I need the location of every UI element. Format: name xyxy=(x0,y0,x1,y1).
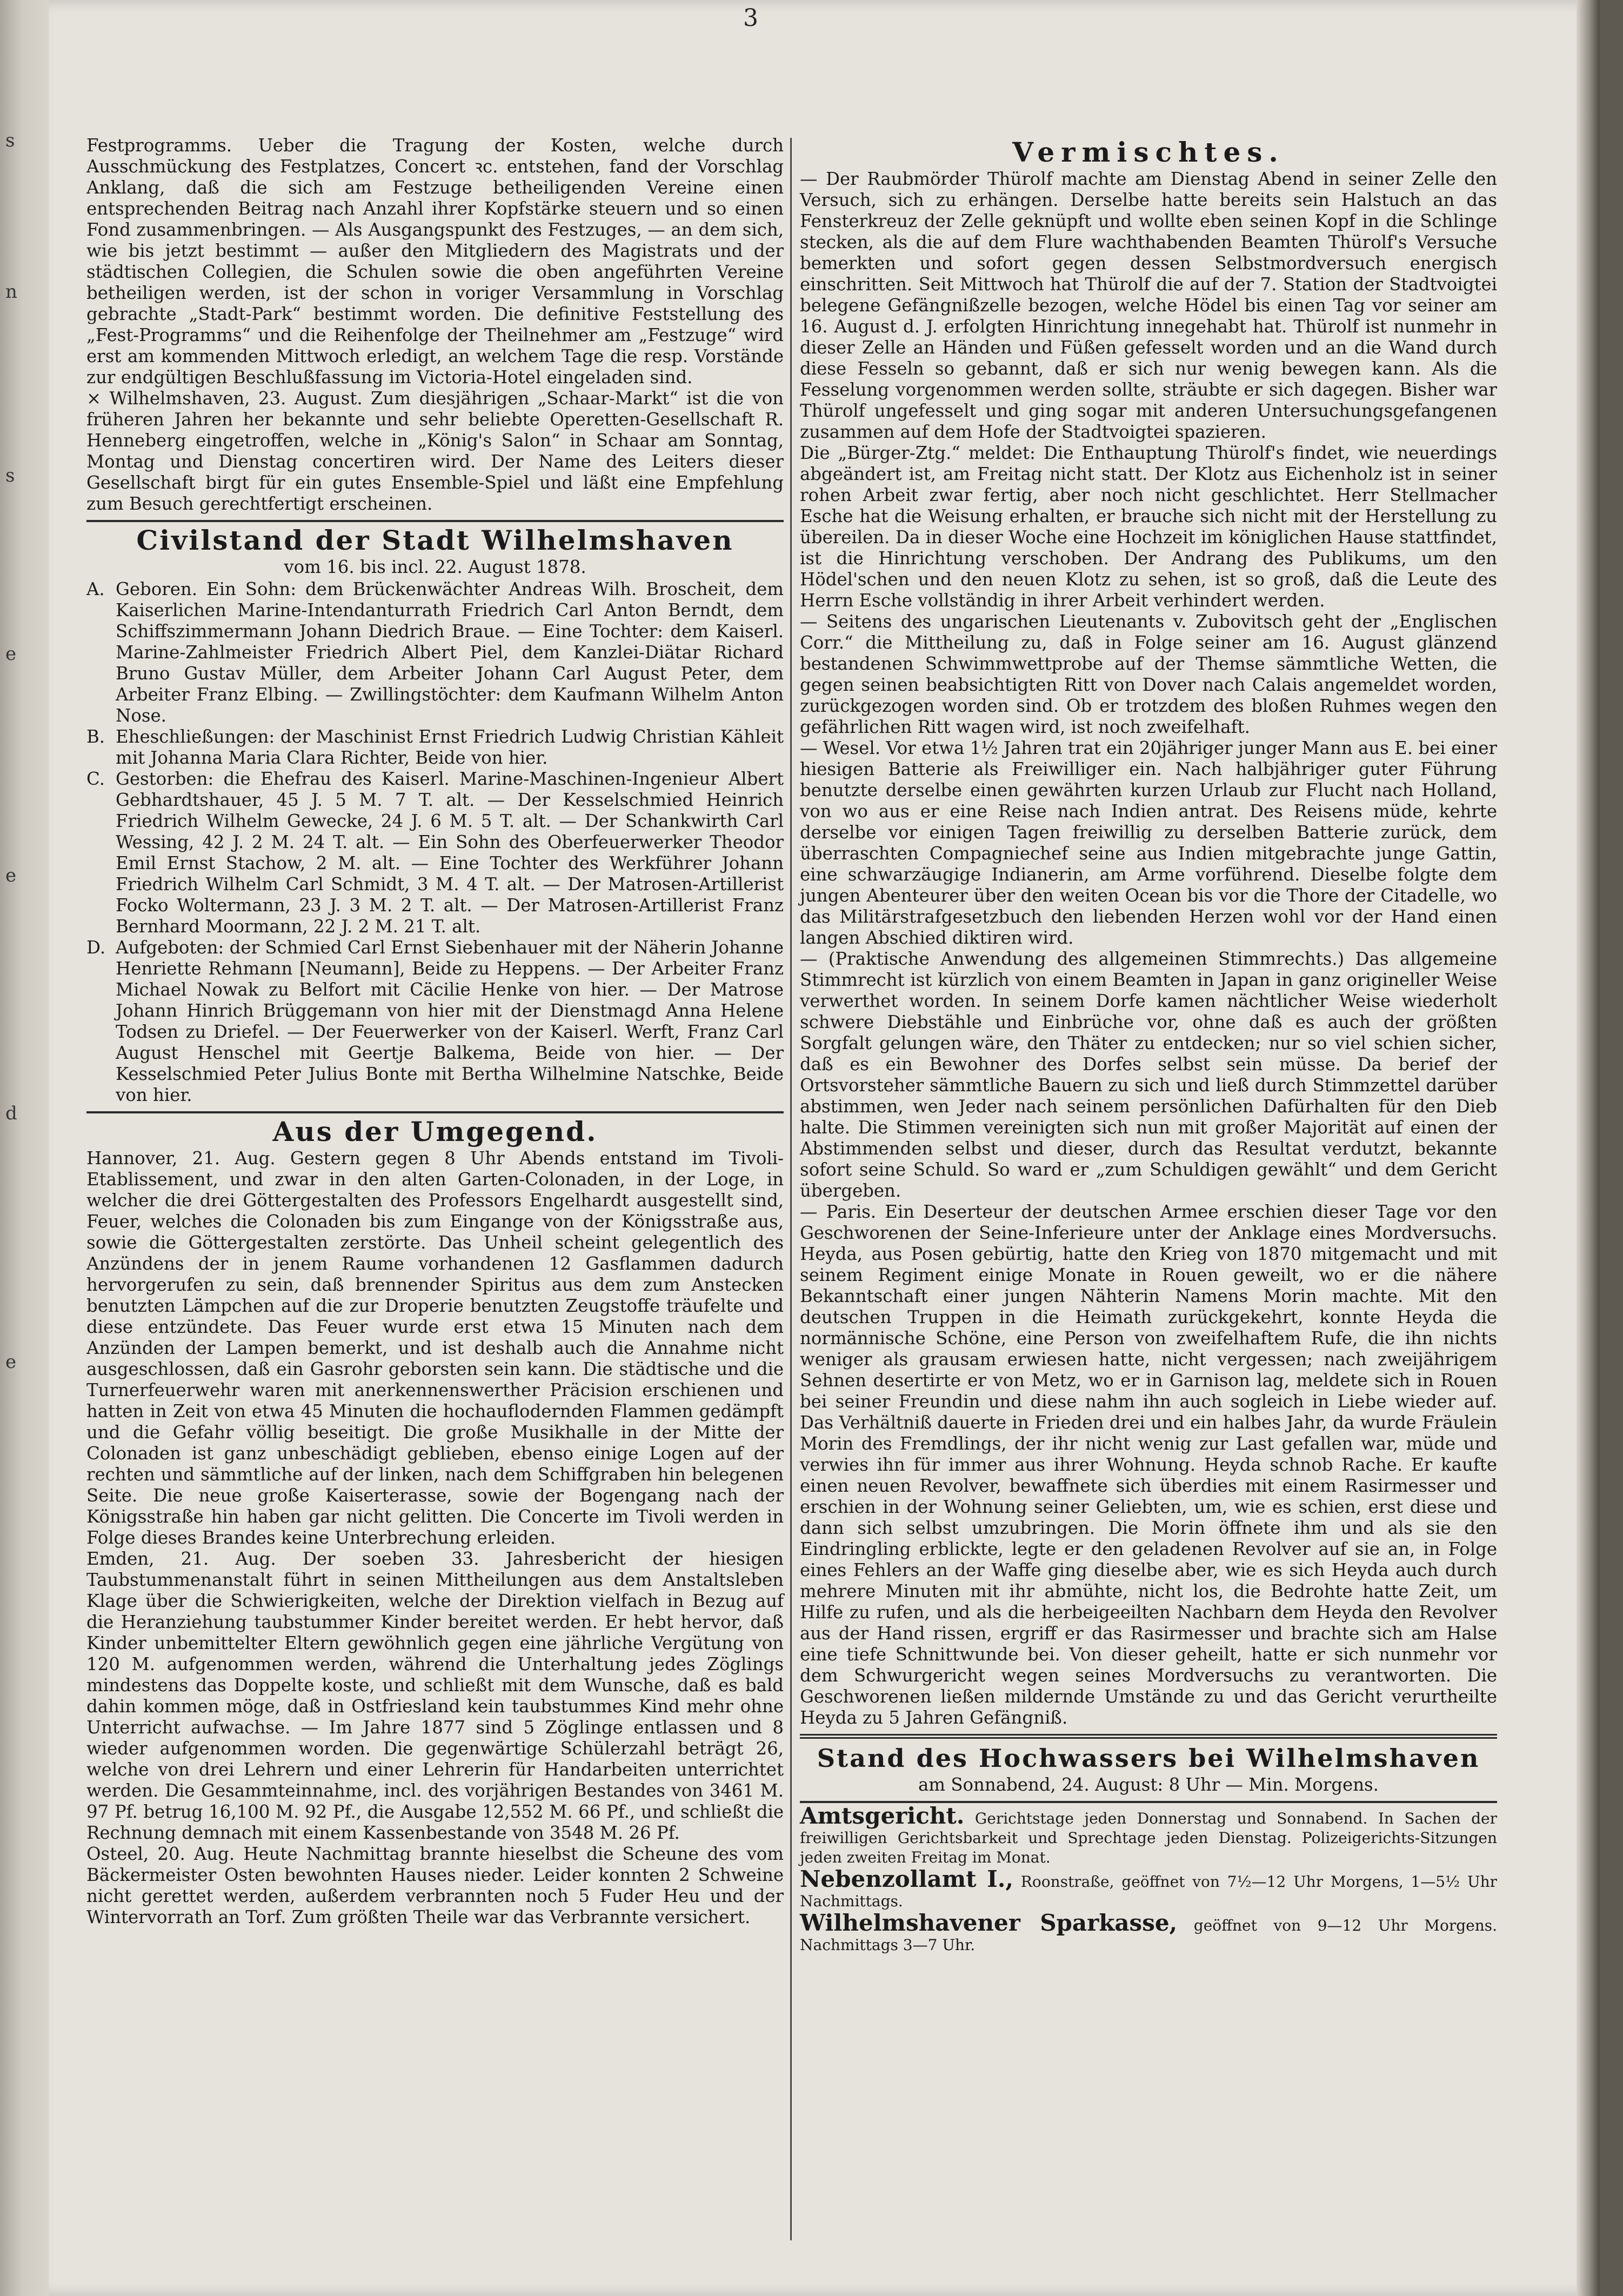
news-voting-rights: — (Praktische Anwendung des allgemeinen Stimmrechts.) Das allgemeine Stimmrecht ist kürzlich von einem Beamten in Japan in ganz origineller Weise verwerthet worden. In seinem Dorfe kamen nächtlicher Weise wiederholt schwere Diebstähle und Einbrüche vor, ohne daß es auch der größten Sorgfalt gelungen wäre, den Thäter zu entdecken; nur so viel schien sicher, daß es ein Bewohner des Dorfes selbst sein müsse. Da berief der Ortsvorsteher sämmtliche Bauern zu sich und ließ durch Stimmzettel darüber abstimmen, wen Jeder nach seinem persönlichen Dafürhalten für den Dieb halte. Die Stimmen vereinigten sich nun mit großer Majorität auf einen der Abstimmenden selbst und dieser, durch das Resultat verdutzt, bekannte sofort seine Schuld. So ward er „zum Schuldigen gewählt“ und dem Gericht übergeben. xyxy=(800,949,1497,1201)
news-zubovitsch: — Seitens des ungarischen Lieutenants v. Zubovitsch geht der „Englischen Corr.“ die Mittheilung zu, daß in Folge seiner am 16. August glänzend bestandenen Schwimmwettprobe auf der Themse sämmtliche Wetten, die gegen seinen beabsichtigten Ritt von Dover nach Calais angemeldet worden, zurückgezogen worden sind. Ob er trotzdem des bloßen Ruhmes wegen den gefährlichen Ritt wagen wird, ist noch zweifelhaft. xyxy=(800,611,1497,737)
notice-court xyxy=(800,1803,1497,1867)
civil-registry-title: Civilstand der Stadt Wilhelmshaven xyxy=(136,524,734,556)
operetta-notice: × Wilhelmshaven, 23. August. Zum diesjährigen „Schaar-Markt“ ist die von früheren Jahren her bekannte und sehr beliebte Operetten-Gesellschaft R. Henneberg eingetroffen, welche in „König's Salon“ in Schaar am Sonntag, Montag und Dienstag concertiren wird. Der Name des Leiters dieser Gesellschaft birgt für ein gutes Ensemble-Spiel und läßt eine Empfehlung zum Besuch gerechtfertigt erscheinen. xyxy=(86,388,784,514)
registry-entry-text: Eheschließungen: der Maschinist Ernst Friedrich Ludwig Christian Kähleit mit Johanna Maria Clara Richter, Beide von hier. xyxy=(116,726,784,768)
page-number: 3 xyxy=(743,4,758,32)
news-hannover: Hannover, 21. Aug. Gestern gegen 8 Uhr Abends entstand im Tivoli-Etablissement, und zwar in den alten Garten-Colonaden, in der Loge, in welcher die drei Göttergestalten des Professors Engelhardt ausgestellt sind, Feuer, welches die Colonaden bis zum Eingange von der Königsstraße aus, sowie die Göttergestalten zerstörte. Das Unheil scheint gelegentlich des Anzündens der in jenem Raume vorhandenen 12 Gasflammen dadurch hervorgerufen zu sein, daß brennender Spiritus aus dem zum Anstecken benutzten Lämpchen auf die zur Droperie benutzten Zeugstoffe träufelte und diese entzündete. Das Feuer wurde erst etwa 15 Minuten nach dem Anzünden der Lampen bemerkt, und ist deshalb auch die Annahme nicht ausgeschlossen, daß ein Gasrohr geborsten sein kann. Die städtische und die Turnerfeuerwehr waren mit anerkennenswerther Präcision erschienen und hatten in Zeit von etwa 45 Minuten die hochauflodernden Flammen gedämpft und die Gefahr völlig beseitigt. Die große Musikhalle in der Mitte der Colonaden ist ganz unbeschädigt geblieben, ebenso einige Logen auf der rechten und sämmtliche auf der linken, nach dem Schiffgraben hin belegenen Seite. Die neue große Kaiserterasse, sowie der Bogengang nach der Königsstraße hin haben gar nicht gelitten. Die Concerte im Tivoli werden in Folge dieses Brandes keine Unterbrechung erleiden. xyxy=(86,1148,784,1548)
news-emden: Emden, 21. Aug. Der soeben 33. Jahresbericht der hiesigen Taubstummenanstalt führt in seinen Mittheilungen aus dem Anstaltsleben Klage über die Schwierigkeiten, welche der Direktion vielfach in Bezug auf die Heranziehung taubstummer Kinder bereitet werden. Er hebt hervor, daß Kinder unbemittelter Eltern gewöhnlich gegen eine jährliche Vergütung von 120 M. aufgenommen werden, während die Unterhaltung jedes Zöglings mindestens das Doppelte koste, und schließt mit dem Wunsche, daß es bald dahin kommen möge, daß in Ostfriesland kein taubstummes Kind mehr ohne Unterricht aufwachse. — Im Jahre 1877 sind 5 Zöglinge entlassen und 8 wieder aufgenommen worden. Die gegenwärtige Schülerzahl beträgt 26, welche von drei Lehrern und einer Lehrerin für Handarbeiten unterrichtet werden. Die Gesammteinnahme, incl. des vorjährigen Bestandes von 3461 M. 97 Pf. betrug 16,100 M. 92 Pf., die Ausgabe 12,552 M. 66 Pf., und schließt die Rechnung demnach mit einem Kassenbestande von 3548 M. 26 Pf. xyxy=(86,1549,784,1843)
right-column xyxy=(800,135,1497,1957)
notice-savings-bank xyxy=(800,1910,1498,1955)
news-thuerolf: — Der Raubmörder Thürolf machte am Dienstag Abend in seiner Zelle den Versuch, sich zu erhängen. Derselbe hatte bereits sein Halstuch an das Fensterkreuz der Zelle geknüpft und wollte eben seinen Kopf in die Schlinge stecken, als die auf dem Flure wachthabenden Beamten Thürolf's Versuche bemerkten und sofort gegen dessen Selbstmordversuch energisch einschritten. Seit Mittwoch hat Thürolf die auf der 7. Station der Stadtvoigtei belegene Gefängnißzelle bezogen, welche Hödel bis einen Tag vor seiner am 16. August d. J. erfolgten Hinrichtung innegehabt hat. Thürolf ist nunmehr in dieser Zelle an Händen und Füßen gefesselt worden und an die Wand durch diese Fesseln so gebannt, daß er sich nur wenig bewegen kann. Als die Fesselung vorgenommen werden sollte, sträubte er sich dagegen. Bisher war Thürolf ungefesselt und ging sogar mit anderen Untersuchungsgefangenen zusammen auf dem Hofe der Stadtvoigtei spazieren. xyxy=(800,169,1497,442)
margin-mark: n xyxy=(5,281,17,303)
water-level-subtitle: am Sonnabend, 24. August: 8 Uhr — Min. Morgens. xyxy=(918,1774,1379,1795)
court-hours: Gerichtstage jeden Donnerstag und Sonnabend. In Sachen der freiwilligen Gerichtsbarkeit und Sprechtage jeden Dienstag. Polizeigerichts-Sitzungen jeden zweiten Freitag im Monat. xyxy=(800,1810,1497,1866)
registry-entry-births xyxy=(86,579,784,726)
water-level-title: Stand des Hochwassers bei Wilhelmshaven xyxy=(817,1744,1480,1773)
court-name: Amtsgericht. xyxy=(800,1803,965,1829)
section-rule xyxy=(86,1111,784,1113)
margin-mark: s xyxy=(5,130,15,151)
news-paris: — Paris. Ein Deserteur der deutschen Armee erschien dieser Tage vor den Geschworenen der Seine-Inferieure unter der Anklage eines Mordversuchs. Heyda, aus Posen gebürtig, hatte den Krieg von 1870 mitgemacht und mit seinem Regiment einige Monate in Rouen geweilt, wo er die nähere Bekanntschaft einer jungen Nähterin Namens Morin machte. Mit den deutschen Truppen in die Heimath zurückgekehrt, konnte Heyda die normännische Schöne, eine Person von zweifelhaftem Rufe, die ihn nichts weniger als grausam erwiesen hatte, nicht vergessen; nach zweijährigem Sehnen desertirte er von Metz, wo er in Garnison lag, meldete sich in Rouen bei seiner Freundin und diese nahm ihn auch sogleich in Liebe wieder auf. Das Verhältniß dauerte in Frieden drei und ein halbes Jahr, da wurde Fräulein Morin des Fremdlings, der ihr nicht wenig zur Last gefallen war, müde und verwies ihn für immer aus ihrer Wohnung. Heyda schnob Rache. Er kaufte einen neuen Revolver, bewaffnete sich überdies mit einem Rasirmesser und erschien in der Wohnung seiner Geliebten, um, wie es schien, erst diese und dann sich selbst umzubringen. Die Morin öffnete ihm und als sie den Eindringling erblickte, legte er den geladenen Revolver auf sie an, in Folge eines Fehlers an der Waffe ging dieselbe aber, wie es sich Heyda auch durch mehrere Minuten mit ihr abmühte, nicht los, die Bedrohte hatte Zeit, um Hilfe zu rufen, und als die herbeigeeilten Nachbarn dem Heyda den Revolver aus der Hand rissen, ergriff er das Rasirmesser und brachte sich am Halse eine tiefe Schnittwunde bei. Von dieser geheilt, hatte er sich nunmehr vor dem Schwurgericht wegen seines Mordversuchs zu verantworten. Die Geschworenen ließen mildernde Umstände zu und das Gericht verurtheilte Heyda zu 5 Jahren Gefängniß. xyxy=(800,1202,1497,1728)
news-buerger-zeitung: Die „Bürger-Ztg.“ meldet: Die Enthauptung Thürolf's findet, wie neuerdings abgeändert ist, am Freitag nicht statt. Der Klotz aus Eichenholz ist in seiner rohen Arbeit zwar fertig, aber noch nicht geschlichtet. Herr Stellmacher Esche hat die Weisung erhalten, er brauche sich nicht mit der Herstellung zu übereilen. Da in dieser Woche eine Hochzeit im königlichen Hause stattfindet, ist die Hinrichtung verschoben. Der Andrang des Publikums, um den Hödel'schen und den neuen Klotz zu sehen, ist so groß, daß die Leute des Herrn Esche vollständig in ihrer Arbeit verhindert werden. xyxy=(800,443,1497,611)
registry-entry-banns xyxy=(86,937,784,1106)
registry-entry-text: Gestorben: die Ehefrau des Kaiserl. Marine-Maschinen-Ingenieur Albert Gebhardtshauer, 45 J. 5 M. 7 T. alt. — Der Kesselschmied Heinrich Friedrich Wilhelm Gewecke, 24 J. 6 M. 5 T. alt. — Der Schankwirth Carl Wessing, 42 J. 2 M. 24 T. alt. — Ein Sohn des Oberfeuerwerker Theodor Emil Ernst Stachow, 2 M. alt. — Eine Tochter des Werkführer Johann Friedrich Wilhelm Carl Schmidt, 3 M. 4 T. alt. — Der Matrosen-Artillerist Focko Woltermann, 23 J. 3 M. 2 T. alt. — Der Matrosen-Artillerist Franz Bernhard Moormann, 22 J. 2 M. 21 T. alt. xyxy=(116,769,784,937)
festival-article-continuation: Festprogramms. Ueber die Tragung der Kosten, welche durch Ausschmückung des Festplatzes, Concert ꝛc. entstehen, fand der Vorschlag Anklang, daß die sich am Festzuge betheiligenden Vereine einen entsprechenden Beitrag nach Anzahl ihrer Kopfstärke steuern und so einen Fond zusammenbringen. — Als Ausgangspunkt des Festzuges, — an dem sich, wie bis jetzt bestimmt — außer den Mitgliedern des Magistrats und der städtischen Collegien, die Schulen sowie die oben angeführten Vereine betheiligen werden, ist der schon in voriger Versammlung in Vorschlag gebrachte „Stadt-Park“ bestimmt worden. Die definitive Feststellung des „Fest-Programms“ und die Reihenfolge der Theilnehmer am „Festzuge“ wird erst am kommenden Mittwoch erledigt, an welchem Tage die resp. Vorstände zur endgültigen Beschlußfassung im Victoria-Hotel eingeladen sind. xyxy=(86,135,784,388)
margin-mark: e xyxy=(5,865,17,886)
registry-entry-label: D. xyxy=(86,937,106,958)
section-rule xyxy=(800,1734,1497,1736)
registry-entry-deaths xyxy=(86,769,784,937)
miscellany-title: Vermischtes. xyxy=(1012,136,1285,168)
page-edge-shadow xyxy=(1577,0,1600,2296)
margin-mark: d xyxy=(5,1103,17,1124)
registry-entry-text: Aufgeboten: der Schmied Carl Ernst Siebenhauer mit der Näherin Johanne Henriette Rehmann [Neumann], Beide zu Heppens. — Der Arbeiter Franz Michael Nowak zu Belfort mit Cäcilie Henke von hier. — Der Matrose Johann Hinrich Brüggemann von hier mit der Dienstmagd Anna Helene Todsen zu Driefel. — Der Feuerwerker von der Kaiserl. Werft, Franz Carl August Henschel mit Geertje Balkema, Beide von hier. — Der Kesselschmied Peter Julius Bonte mit Bertha Wilhelmine Natschke, Beide von hier. xyxy=(116,937,784,1105)
column-divider xyxy=(790,138,792,2240)
registry-entry-label: C. xyxy=(86,769,105,789)
civil-registry-period: vom 16. bis incl. 22. August 1878. xyxy=(284,557,586,577)
savings-bank-name: Wilhelmshavener Sparkasse, xyxy=(800,1910,1178,1936)
notice-customs xyxy=(800,1866,1497,1911)
savings-bank-hours: geöffnet von 9—12 Uhr Morgens. Nachmittags 3—7 Uhr. xyxy=(800,1917,1498,1954)
customs-office-hours: Roonstraße, geöffnet von 7½—12 Uhr Morgens, 1—5½ Uhr Nachmittags. xyxy=(800,1873,1497,1910)
margin-mark: e xyxy=(5,1351,17,1373)
registry-entry-text: Geboren. Ein Sohn: dem Brückenwächter Andreas Wilh. Broscheit, dem Kaiserlichen Marine-Intendanturrath Friedrich Carl Anton Berndt, dem Schiffszimmermann Johann Diedrich Braue. — Eine Tochter: dem Kaiserl. Marine-Zahlmeister Friedrich Albert Piel, dem Kanzlei-Diätar Richard Bruno Gustav Müller, dem Arbeiter Johann Carl August Peter, dem Arbeiter Franz Elbing. — Zwillingstöchter: dem Kaufmann Wilhelm Anton Nose. xyxy=(116,579,784,726)
office-notices xyxy=(800,1803,1498,1955)
registry-entry-marriages xyxy=(86,726,784,769)
news-osteel: Osteel, 20. Aug. Heute Nachmittag brannte hieselbst die Scheune des vom Bäckermeister Osten bewohnten Hauses nieder. Leider konnten 2 Schweine nicht gerettet werden, außerdem verbrannten noch 5 Fuder Heu und der Wintervorrath an Torf. Zum größten Theile war das Verbrannte versichert. xyxy=(86,1844,784,1927)
margin-mark: e xyxy=(5,643,17,665)
registry-entry-label: A. xyxy=(86,579,105,599)
margin-mark: s xyxy=(5,465,15,486)
section-rule xyxy=(86,520,784,522)
surroundings-title: Aus der Umgegend. xyxy=(272,1116,598,1147)
left-column xyxy=(86,135,784,1928)
registry-entry-label: B. xyxy=(86,726,105,747)
news-wesel: — Wesel. Vor etwa 1½ Jahren trat ein 20jähriger junger Mann aus E. bei einer hiesigen Batterie als Freiwilliger ein. Nach halbjähriger guter Führung benutzte derselbe einen gewährten kurzen Urlaub zur Flucht nach Holland, von wo aus er eine Reise nach Indien antrat. Des Reisens müde, kehrte derselbe vor einigen Tagen freiwillig zu derselben Batterie zurück, dem überraschten Compagniechef seine aus Indien mitgebrachte junge Gattin, eine schwarzäugige Indianerin, am Arme vorführend. Dieselbe folgte dem jungen Abenteurer über den weiten Ocean bis vor die Thore der Citadelle, wo das Militärstrafgesetzbuch den liebenden Herzen wohl vor der Hand einen langen Abschied diktiren wird. xyxy=(800,738,1497,948)
adjacent-page-strip xyxy=(0,0,49,2296)
customs-office-name: Nebenzollamt I., xyxy=(800,1866,1013,1892)
